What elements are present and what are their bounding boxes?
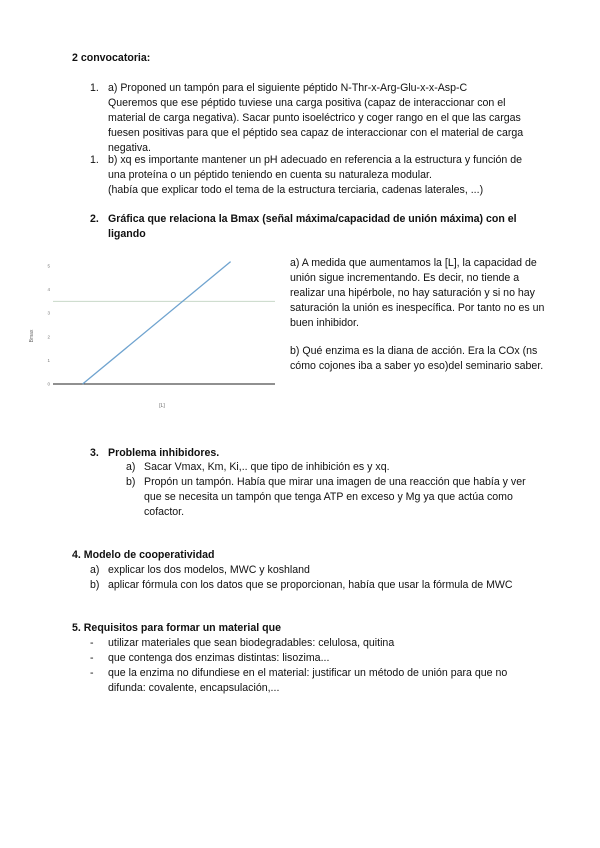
section-5-title: 5. Requisitos para formar un material que (72, 622, 281, 634)
text-line: saturación la unión es inespecífica. Por tanto no es un (290, 302, 545, 314)
y-tick-label: 1 (47, 357, 50, 363)
list-item (108, 666, 507, 696)
y-tick-label: 2 (47, 334, 50, 340)
list-marker: a) (90, 564, 100, 576)
text-line: Gráfica que relaciona la Bmax (señal máxima/capacidad de unión máxima) con el (108, 213, 517, 225)
list-number: 1. (90, 154, 99, 166)
y-tick-label: 4 (47, 287, 50, 293)
section-4-title: 4. Modelo de cooperatividad (72, 549, 215, 561)
text-line: aplicar fórmula con los datos que se proporcionan, había que usar la fórmula de MWC (108, 579, 513, 591)
y-tick-label: 5 (47, 263, 50, 269)
list-item (144, 475, 526, 520)
page-title: 2 convocatoria: (72, 52, 151, 64)
y-axis-label: Bmax (29, 329, 35, 343)
text-line: a) Proponed un tampón para el siguiente péptido N-Thr-x-Arg-Glu-x-x-Asp-C (108, 82, 468, 94)
text-line: Propón un tampón. Había que mirar una imagen de una reacción que había y ver (144, 476, 526, 488)
text-line: ligando (108, 228, 146, 240)
list-marker: a) (126, 461, 136, 473)
y-tick-label: 0 (47, 381, 50, 387)
text-line: difunda: covalente, encapsulación,... (108, 682, 280, 694)
text-line: realizar una hipérbole, no hay saturación y si no hay (290, 287, 535, 299)
text-line: a) A medida que aumentamos la [L], la capacidad de (290, 257, 537, 269)
text-line: cofactor. (144, 506, 185, 518)
text-line: Queremos que ese péptido tuviese una carga positiva (capaz de interaccionar con el (108, 97, 506, 109)
text-line: b) Qué enzima es la diana de acción. Era la COx (ns (290, 345, 538, 357)
list-marker: b) (90, 579, 100, 591)
list-marker: - (90, 667, 94, 679)
question-1a (108, 81, 523, 156)
list-number: 3. (90, 447, 99, 459)
text-line: buen inhibidor. (290, 317, 359, 329)
text-line: una proteína o un péptido teniendo en cuenta su naturaleza modular. (108, 169, 432, 181)
text-line: unión sigue incrementando. Es decir, no tiende a (290, 272, 520, 284)
text-line: cómo cojones iba a saber yo eso)del seminario saber. (290, 360, 544, 372)
text-line: explicar los dos modelos, MWC y koshland (108, 564, 310, 576)
section-3-title: Problema inhibidores. (108, 447, 220, 459)
text-line: utilizar materiales que sean biodegradables: celulosa, quitina (108, 637, 395, 649)
answer-2b (290, 344, 543, 374)
list-marker: - (90, 637, 94, 649)
text-line: Sacar Vmax, Km, Ki,.. que tipo de inhibición es y xq. (144, 461, 390, 473)
text-line: que la enzima no difundiese en el material: justificar un método de unión para que no (108, 667, 508, 679)
series-line (83, 262, 231, 384)
text-line: b) xq es importante mantener un pH adecuado en referencia a la estructura y función de (108, 154, 522, 166)
list-marker: - (90, 652, 94, 664)
text-line: material de carga negativa). Sacar punto isoeléctrico y coger rango en el que las cargas (108, 112, 521, 124)
list-marker: b) (126, 476, 136, 488)
answer-2a (290, 256, 544, 331)
section-2-title (108, 212, 517, 242)
question-1b (108, 153, 522, 198)
text-line: negativa. (108, 142, 151, 154)
y-tick-label: 3 (47, 310, 50, 316)
x-axis-label: [L] (159, 403, 165, 409)
list-number: 1. (90, 82, 99, 94)
text-line: que se necesita un tampón que tenga ATP en exceso y Mg ya que actúa como (144, 491, 513, 503)
binding-chart (25, 250, 280, 415)
text-line: fuesen positivas para que el péptido sea capaz de interaccionar con el material de carga (108, 127, 524, 139)
list-number: 2. (90, 213, 99, 225)
text-line: (había que explicar todo el tema de la estructura terciaria, cadenas laterales, ...) (108, 184, 484, 196)
text-line: que contenga dos enzimas distintas: lisozima... (108, 652, 330, 664)
